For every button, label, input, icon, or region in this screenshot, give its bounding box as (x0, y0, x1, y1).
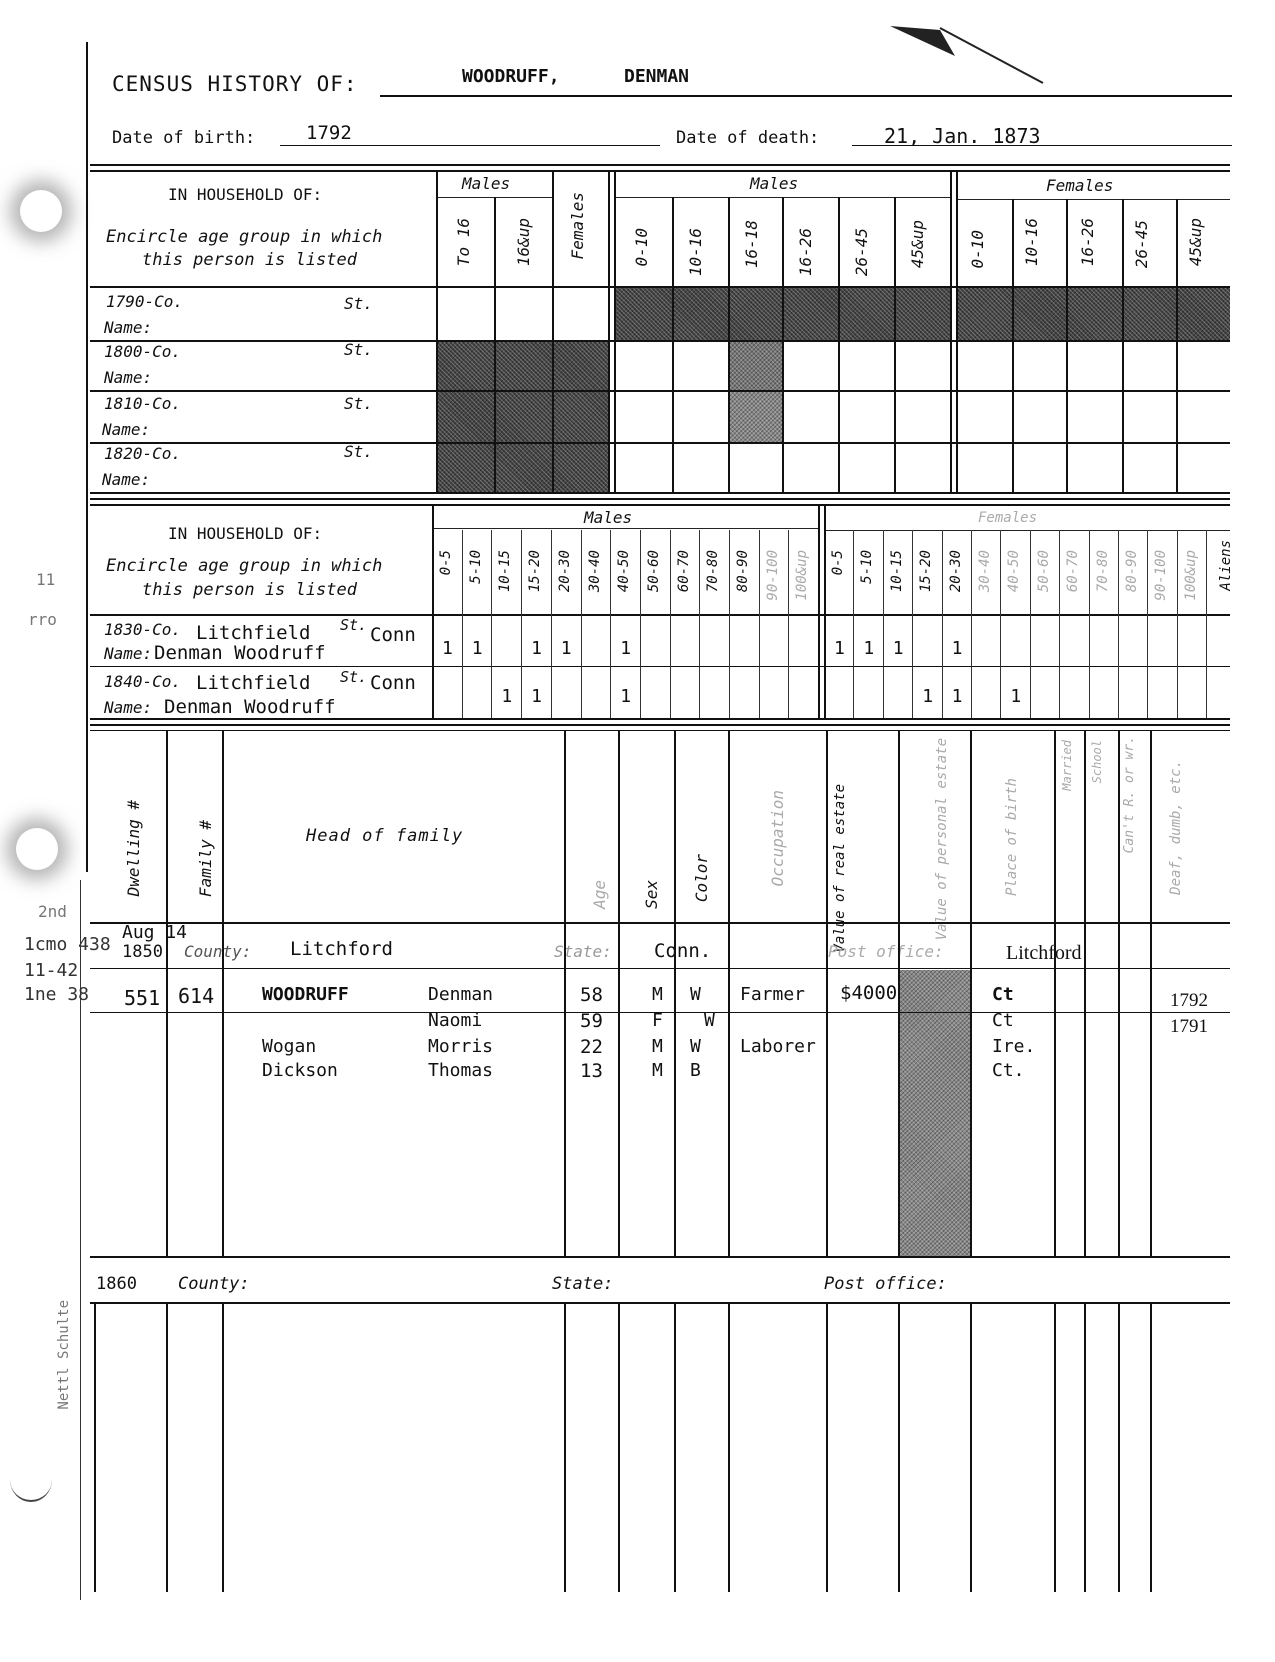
shaded-1800-16-18 (728, 340, 782, 390)
row-1830-name-label: Name: (104, 644, 153, 663)
grid-col-line (94, 1302, 96, 1592)
col-f-30-40: 30-40 (977, 550, 993, 593)
date-note-1850: Aug 14 (122, 922, 188, 943)
grid-col-line (898, 730, 900, 1256)
grid-col-line (166, 730, 168, 1256)
grid-col-line (1066, 199, 1068, 492)
col-aliens: Aliens (1218, 540, 1235, 591)
tally-m-0-5: 1 (442, 638, 453, 659)
col-f-10-15: 10-15 (888, 550, 905, 593)
grid-col-line (1000, 530, 1001, 718)
tally-m-40-50: 1 (620, 686, 632, 707)
grid-col-line (608, 170, 610, 492)
grid-col-line (729, 530, 730, 718)
col-f-80-90: 80-90 (1124, 550, 1140, 593)
col-head-of-family: Head of family (306, 826, 464, 846)
row-1810-name: Name: (102, 420, 151, 439)
margin-note: rro (28, 610, 57, 629)
grid-col-line (782, 197, 784, 492)
col-f-45up: 45&up (1186, 218, 1205, 267)
col-m-80-90: 80-90 (735, 550, 751, 593)
grid-col-line (728, 730, 730, 1256)
death-label: Date of death: (676, 128, 820, 148)
grid-col-line (894, 197, 896, 492)
col-m-10-15: 10-15 (497, 550, 514, 593)
row-1820-st: St. (344, 442, 373, 461)
grid-col-line (521, 530, 522, 718)
punch-hole-top (20, 190, 62, 232)
col-f-50-60: 50-60 (1035, 550, 1052, 593)
row-1840-name: Denman Woodruff (164, 696, 336, 718)
encircle-instruction: Encircle age group in which (106, 227, 383, 247)
col-sex: Sex (642, 880, 661, 909)
county-label-1860: County: (178, 1274, 250, 1294)
person-age: 59 (580, 1010, 603, 1032)
grid-row-line (90, 504, 1230, 506)
grid-col-line (1122, 199, 1124, 492)
row-1810-year: 1810-Co. (104, 394, 182, 413)
grid-col-line (551, 530, 552, 718)
left-page-rule (86, 42, 88, 872)
col-occupation: Occupation (768, 790, 787, 887)
person-sex: M (652, 984, 663, 1005)
grid-col-line (581, 530, 582, 718)
grid-col-line (1054, 730, 1056, 1256)
grid-col-line (610, 530, 611, 718)
col-f-40-50: 40-50 (1006, 550, 1023, 593)
group-rule (956, 199, 1230, 200)
birth-value: 1792 (306, 122, 352, 144)
col-m-5-10: 5-10 (467, 550, 484, 584)
col-age: Age (590, 880, 609, 909)
grid-col-line (898, 1302, 900, 1592)
grid-row-line (90, 922, 1230, 924)
county-label-1850: County: (184, 942, 252, 961)
grid-col-line (670, 530, 671, 718)
margin-note: 2nd (38, 902, 67, 921)
section1-top-rule-2 (90, 170, 1230, 172)
person-sex: M (652, 1060, 663, 1081)
grid-col-line (672, 197, 674, 492)
shaded-1810-16-18 (728, 390, 782, 442)
grid-col-line (552, 170, 554, 492)
census-history-label: CENSUS HISTORY OF: (112, 72, 358, 96)
grid-col-line (1147, 530, 1148, 718)
grid-col-line (883, 530, 884, 718)
group-females: Females (1046, 176, 1114, 195)
person-occupation: Laborer (740, 1036, 816, 1057)
birth-underline (280, 145, 660, 146)
col-f-26-45: 26-45 (1132, 220, 1151, 269)
shaded-1790-females (956, 288, 1230, 342)
row-1840-name-label: Name: (104, 698, 153, 717)
scan-mark-graphic (880, 18, 1060, 88)
col-m-40-50: 40-50 (616, 550, 633, 593)
tally-f-10-15: 1 (892, 638, 904, 659)
year-1860: 1860 (96, 1274, 137, 1294)
household-label: IN HOUSEHOLD OF: (168, 185, 323, 204)
col-45up: 45&up (908, 220, 927, 269)
grid-col-line (950, 170, 952, 492)
person-last-name: Wogan (262, 1036, 317, 1057)
col-16-18: 16-18 (742, 220, 761, 269)
margin-note: 1cmo 438 (24, 934, 111, 955)
col-f-100&up: 100&up (1182, 550, 1199, 601)
grid-col-line (818, 504, 820, 718)
grid-row-line (90, 724, 1230, 726)
grid-col-line (494, 197, 496, 492)
tally-m-10-15: 1 (501, 686, 513, 707)
person-color: W (690, 984, 701, 1005)
col-m-15-20: 15-20 (527, 550, 544, 593)
grid-row-line (90, 718, 1230, 720)
grid-col-line (462, 530, 463, 718)
person-birthplace: Ct. (992, 1060, 1025, 1081)
person-color: W (690, 1036, 701, 1057)
grid-col-line (970, 730, 972, 1256)
col-f-16-26: 16-26 (1078, 218, 1097, 267)
grid-col-line (728, 197, 730, 492)
shaded-1800-1820-a (436, 340, 608, 492)
grid-col-line (1089, 530, 1090, 718)
col-females: Females (568, 192, 587, 260)
grid-col-line (971, 530, 972, 718)
col-16-26: 16-26 (796, 228, 815, 277)
row-1800-name: Name: (104, 368, 153, 387)
person-first-name: Naomi (428, 1010, 483, 1031)
grid-col-line (759, 530, 760, 718)
grid-col-line (436, 170, 438, 492)
person-last-name: WOODRUFF (262, 984, 349, 1005)
col-m-0-5: 0-5 (438, 550, 454, 576)
row-1790-name: Name: (104, 318, 153, 337)
row-1830-year: 1830-Co. (104, 620, 182, 639)
tally-f-15-20: 1 (922, 686, 934, 707)
row-1840-st: St. (340, 668, 368, 686)
group-males-b: Males (750, 174, 799, 193)
grid-col-line (618, 1302, 620, 1592)
tally-f-20-30: 1 (951, 638, 963, 659)
group-females-2: Females (978, 510, 1038, 526)
col-m-60-70: 60-70 (675, 550, 692, 593)
punch-hole-bottom (10, 1458, 52, 1502)
person-age: 13 (580, 1060, 603, 1082)
person-birthplace: Ire. (992, 1036, 1036, 1057)
surname-value: WOODRUFF, (462, 66, 560, 87)
county-value-1850: Litchford (290, 938, 393, 960)
margin-note: 11 (36, 570, 56, 589)
tally-f-0-5: 1 (834, 638, 845, 659)
grid-row-line (90, 1256, 1230, 1258)
col-m-100&up: 100&up (794, 550, 811, 601)
grid-row-line (90, 340, 1230, 342)
grid-col-line (826, 1302, 828, 1592)
row-1830-st: St. (340, 616, 368, 634)
grid-col-line (1118, 530, 1119, 718)
grid-col-line (491, 530, 492, 718)
grid-row-line (90, 498, 1230, 500)
person-last-name: Dickson (262, 1060, 338, 1081)
col-real-estate: Value of real estate (832, 784, 848, 953)
dwelling-number: 551 (124, 986, 161, 1010)
row-1840-county: Litchfield (196, 672, 311, 694)
grid-col-line (674, 730, 676, 1256)
row-1840-state: Conn (370, 672, 416, 694)
person-first-name: Denman (428, 984, 494, 1005)
col-deaf-dumb: Deaf, dumb, etc. (1168, 760, 1184, 895)
person-birth-year-note: 1792 (1170, 990, 1208, 1011)
row-1790-st: St. (344, 294, 373, 313)
row-1790-year: 1790-Co. (106, 292, 184, 311)
col-m-50-60: 50-60 (645, 550, 662, 593)
col-f-0-5: 0-5 (830, 550, 846, 576)
grid-row-line (90, 286, 1230, 288)
row-1820-year: 1820-Co. (104, 444, 182, 463)
encircle-instruction-2: this person is listed (142, 250, 357, 270)
given-name-value: DENMAN (624, 66, 690, 87)
grid-row-line (90, 442, 1230, 444)
row-1810-st: St. (344, 394, 373, 413)
col-f-60-70: 60-70 (1065, 550, 1082, 593)
grid-col-line (699, 530, 700, 718)
grid-col-line (166, 1302, 168, 1592)
grid-col-line (942, 530, 943, 718)
grid-col-line (618, 730, 620, 1256)
col-read-write: Can't R. or wr. (1122, 736, 1137, 854)
post-label-1850: Post office: (828, 942, 944, 961)
col-f-20-30: 20-30 (947, 550, 964, 593)
tally-m-15-20: 1 (531, 686, 542, 707)
col-to16: To 16 (454, 218, 473, 267)
grid-col-line (956, 170, 958, 492)
tally-m-20-30: 1 (560, 638, 572, 659)
grid-col-line (1059, 530, 1060, 718)
grid-col-line (788, 530, 789, 718)
group-rule (824, 530, 1230, 531)
grid-col-line (728, 1302, 730, 1592)
grid-col-line (640, 530, 641, 718)
col-dwelling: Dwelling # (124, 800, 143, 897)
col-m-90-100: 90-100 (764, 550, 781, 601)
person-first-name: Thomas (428, 1060, 494, 1081)
year-1850: 1850 (122, 942, 163, 962)
grid-col-line (1084, 1302, 1086, 1592)
row-1830-county: Litchfield (196, 622, 311, 644)
row-1800-st: St. (344, 340, 373, 359)
grid-col-line (1118, 730, 1120, 1256)
grid-col-line (838, 197, 840, 492)
grid-row-line (90, 968, 1230, 969)
person-occupation: Farmer (740, 984, 806, 1005)
post-label-1860: Post office: (824, 1274, 947, 1294)
col-m-30-40: 30-40 (586, 550, 603, 593)
person-sex: M (652, 1036, 663, 1057)
col-color: Color (692, 854, 711, 903)
grid-col-line (826, 730, 828, 1256)
state-label-1850: State: (554, 942, 612, 961)
person-color: B (690, 1060, 701, 1081)
grid-col-line (564, 1302, 566, 1592)
col-0-10: 0-10 (632, 228, 651, 267)
grid-col-line (1084, 730, 1086, 1256)
punch-hole-middle (16, 828, 58, 870)
grid-col-line (614, 170, 616, 492)
grid-row-line (90, 390, 1230, 392)
name-underline (380, 95, 1232, 97)
person-sex: F (652, 1010, 663, 1031)
margin-note: 11-42 (24, 960, 79, 981)
post-value-1850: Litchford (1006, 942, 1082, 964)
margin-note: 1ne 38 (24, 984, 90, 1005)
encircle-instruction-4: this person is listed (142, 580, 357, 600)
person-birthplace: Ct (992, 1010, 1014, 1031)
col-birthplace: Place of birth (1004, 778, 1020, 897)
col-personal-estate: Value of personal estate (934, 738, 950, 941)
grid-col-line (1012, 199, 1014, 492)
grid-col-line (970, 1302, 972, 1592)
grid-row-line (90, 1302, 1230, 1304)
grid-col-line (853, 530, 854, 718)
grid-col-line (674, 1302, 676, 1592)
tally-f-5-10: 1 (863, 638, 875, 659)
tally-m-15-20: 1 (531, 638, 542, 659)
grid-col-line (564, 730, 566, 1256)
group-males-2: Males (584, 508, 633, 527)
grid-col-line (1150, 730, 1152, 1256)
family-number: 614 (178, 984, 215, 1008)
person-color: W (704, 1010, 715, 1031)
col-f-90-100: 90-100 (1153, 550, 1170, 601)
person-first-name: Morris (428, 1036, 494, 1057)
tally-m-5-10: 1 (471, 638, 483, 659)
grid-col-line (432, 504, 434, 718)
person-age: 22 (580, 1036, 603, 1058)
grid-row-line (90, 730, 1230, 731)
grid-col-line (1176, 199, 1178, 492)
tally-f-40-50: 1 (1010, 686, 1022, 707)
grid-col-line (824, 504, 826, 718)
state-label-1860: State: (552, 1274, 614, 1294)
grid-col-line (1206, 530, 1207, 718)
col-f-15-20: 15-20 (918, 550, 935, 593)
state-value-1850: Conn. (654, 940, 712, 962)
tally-f-20-30: 1 (951, 686, 963, 707)
person-birth-year-note: 1791 (1170, 1016, 1208, 1037)
group-males-a: Males (462, 174, 511, 193)
row-1800-year: 1800-Co. (104, 342, 182, 361)
col-f-10-16: 10-16 (1022, 218, 1041, 267)
person-birthplace: Ct (992, 984, 1014, 1005)
tally-m-40-50: 1 (620, 638, 632, 659)
group-rule (434, 528, 818, 529)
grid-col-line (1177, 530, 1178, 718)
col-f-70-80: 70-80 (1094, 550, 1111, 593)
row-1820-name: Name: (102, 470, 151, 489)
grid-col-line (222, 1302, 224, 1592)
grid-col-line (1118, 1302, 1120, 1592)
encircle-instruction-3: Encircle age group in which (106, 556, 383, 576)
birth-label: Date of birth: (112, 128, 256, 148)
section1-top-rule (90, 164, 1230, 166)
grid-col-line (222, 730, 224, 1256)
grid-col-line (912, 530, 913, 718)
col-school: School (1090, 740, 1104, 784)
col-f-0-10: 0-10 (968, 230, 987, 269)
row-1830-state: Conn (370, 624, 416, 646)
death-value: 21, Jan. 1873 (884, 124, 1041, 148)
col-26-45: 26-45 (852, 228, 871, 277)
person-real-estate: $4000 (840, 982, 898, 1004)
col-m-20-30: 20-30 (556, 550, 573, 593)
grid-col-line (1054, 1302, 1056, 1592)
col-f-5-10: 5-10 (859, 550, 876, 584)
household-label-2: IN HOUSEHOLD OF: (168, 524, 323, 543)
col-m-70-80: 70-80 (705, 550, 722, 593)
person-age: 58 (580, 984, 603, 1006)
row-1840-year: 1840-Co. (104, 672, 182, 691)
col-10-16: 10-16 (686, 228, 705, 277)
margin-note-vertical: Nettl Schulte (56, 1300, 72, 1410)
grid-row-line (90, 492, 1230, 494)
col-married: Married (1060, 740, 1074, 791)
col-family: Family # (196, 820, 215, 898)
row-1830-name: Denman Woodruff (154, 642, 326, 664)
col-16up: 16&up (514, 218, 533, 267)
grid-col-line (1150, 1302, 1152, 1592)
grid-col-line (1030, 530, 1031, 718)
